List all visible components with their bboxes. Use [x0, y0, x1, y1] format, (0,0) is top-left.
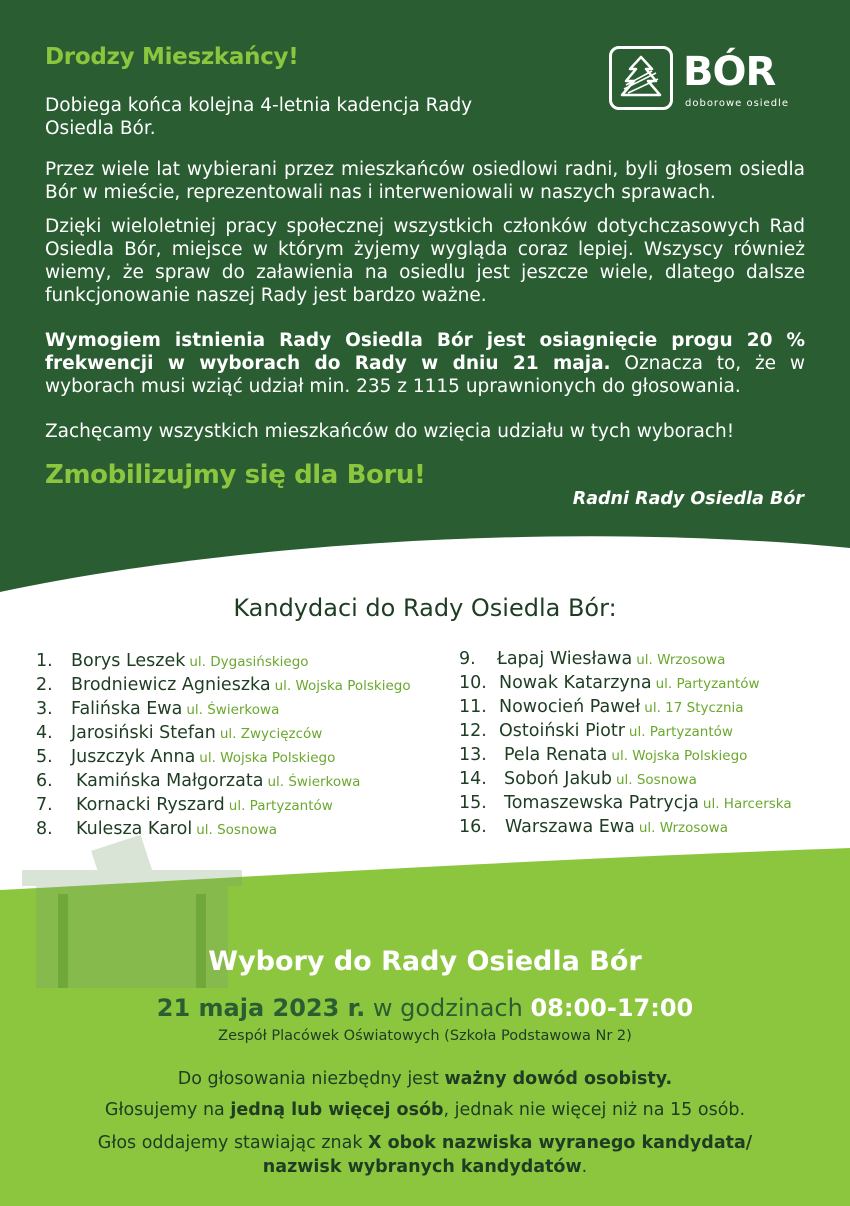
candidates-title: Kandydaci do Rady Osiedla Bór:	[233, 594, 617, 622]
signature: Radni Rady Osiedla Bór	[572, 489, 804, 509]
paragraph-2: Przez wiele lat wybierani przez mieszkańców osiedlowi radni, byli głosem osiedla Bór w mieście, reprezentowali nas i interweniowali w naszych sprawach.	[45, 159, 805, 203]
paragraph-5: Zachęcamy wszystkich mieszkańców do wzięcia udziału w tych wyborach!	[45, 421, 735, 442]
tree-icon	[609, 46, 673, 110]
election-date	[0, 994, 850, 1022]
bor-logo	[609, 46, 799, 114]
info-line-4: nazwisk wybranych kandydatów.	[262, 1157, 588, 1177]
logo-subtitle: doborowe osiedle	[685, 98, 789, 109]
slogan: Zmobilizujmy się dla Boru!	[45, 460, 426, 490]
info-line-1: Do głosowania niezbędny jest ważny dowód osobisty.	[177, 1069, 673, 1089]
turnout-requirement: Wymogiem istnienia Rady Osiedla Bór jest osiagnięcie progu 20 % frekwencji w wyborach do Rady w dniu 21 maja.	[45, 330, 805, 374]
vote-count-rule: jedną lub więcej osób	[230, 1100, 444, 1120]
id-requirement: ważny dowód osobisty.	[444, 1069, 673, 1089]
info-line-2: Głosujemy na jedną lub więcej osób, jednak nie więcej niż na 15 osób.	[104, 1100, 746, 1120]
greeting-heading: Drodzy Mieszkańcy!	[45, 44, 299, 70]
paragraph-3: Dzięki wieloletniej pracy społecznej wszystkich członków dotychczasowych Rad Osiedla Bór, miejsce w którym żyjemy wygląda coraz lepiej. Wszyscy również wiemy, że spraw do załawienia na osiedlu jest jeszcze wiele, dlatego dalsze funkcjonowanie naszej Rady jest bardzo ważne.	[45, 216, 805, 306]
election-hours-prefix: w godzinach	[365, 994, 531, 1022]
election-place: Zespół Placówek Oświatowych (Szkoła Podstawowa Nr 2)	[218, 1028, 632, 1044]
election-date-value: 21 maja 2023 r.	[156, 994, 366, 1022]
paragraph-4	[45, 329, 805, 398]
logo-title: BÓR	[683, 49, 776, 95]
election-title: Wybory do Rady Osiedla Bór	[208, 946, 642, 977]
info-line-3: Głos oddajemy stawiając znak X obok nazwiska wyranego kandydata/	[97, 1133, 753, 1153]
turnout-explanation: Oznacza to, że w wyborach musi wziąć udział min. 235 z 1115 uprawnionych do głosowania.	[45, 353, 805, 397]
mark-rule: X obok nazwiska wyranego kandydata/	[368, 1133, 753, 1153]
paragraph-1: Dobiega końca kolejna 4-letnia kadencja Rady Osiedla Bór.	[45, 95, 473, 139]
election-hours: 08:00-17:00	[530, 994, 694, 1022]
